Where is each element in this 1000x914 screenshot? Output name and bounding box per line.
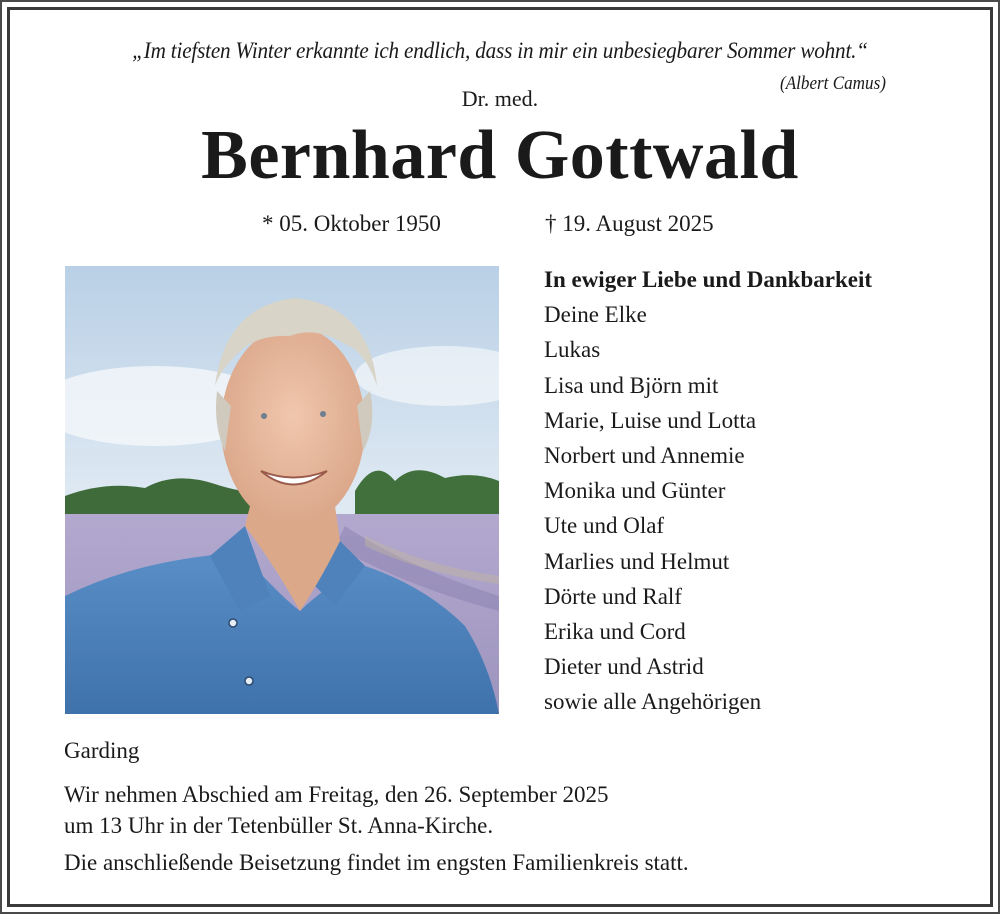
death-date: † 19. August 2025: [545, 211, 714, 236]
mourner-name: Monika und Günter: [544, 478, 726, 504]
mourner-name: Lisa und Björn mit: [544, 372, 719, 398]
mourner-name: Dieter und Astrid: [544, 654, 704, 680]
portrait-photo: [65, 266, 499, 714]
mourner-name: sowie alle Angehörigen: [544, 689, 762, 715]
mourner-name: Erika und Cord: [544, 619, 686, 645]
mourner-name: Dörte und Ralf: [544, 583, 682, 609]
mourner-name: Marie, Luise und Lotta: [544, 407, 757, 433]
burial-info: Die anschließende Beisetzung findet im engsten Familienkreis statt.: [64, 850, 689, 875]
mourner-name: Norbert und Annemie: [544, 443, 745, 469]
mourners-lead: In ewiger Liebe und Dankbarkeit: [544, 267, 873, 292]
birth-date: * 05. Oktober 1950: [262, 211, 441, 236]
mourner-name: Lukas: [544, 337, 601, 363]
quote: „Im tiefsten Winter erkannte ich endlich, dass in mir ein unbesiegbarer Sommer wohnt.“: [132, 38, 868, 63]
academic-title: Dr. med.: [461, 86, 539, 111]
farewell-line-2: um 13 Uhr in der Tetenbüller St. Anna-Kirche.: [64, 813, 494, 838]
mourner-name: Ute und Olaf: [544, 513, 665, 539]
place: Garding: [64, 738, 140, 763]
quote-author: (Albert Camus): [780, 73, 886, 94]
mourner-name: Marlies und Helmut: [544, 548, 730, 574]
mourners-list: [544, 262, 872, 720]
farewell-info: [64, 779, 609, 841]
deceased-name: Bernhard Gottwald: [201, 117, 799, 194]
mourner-name: Deine Elke: [544, 302, 647, 328]
farewell-line-1: Wir nehmen Abschied am Freitag, den 26. September 2025: [64, 782, 609, 807]
